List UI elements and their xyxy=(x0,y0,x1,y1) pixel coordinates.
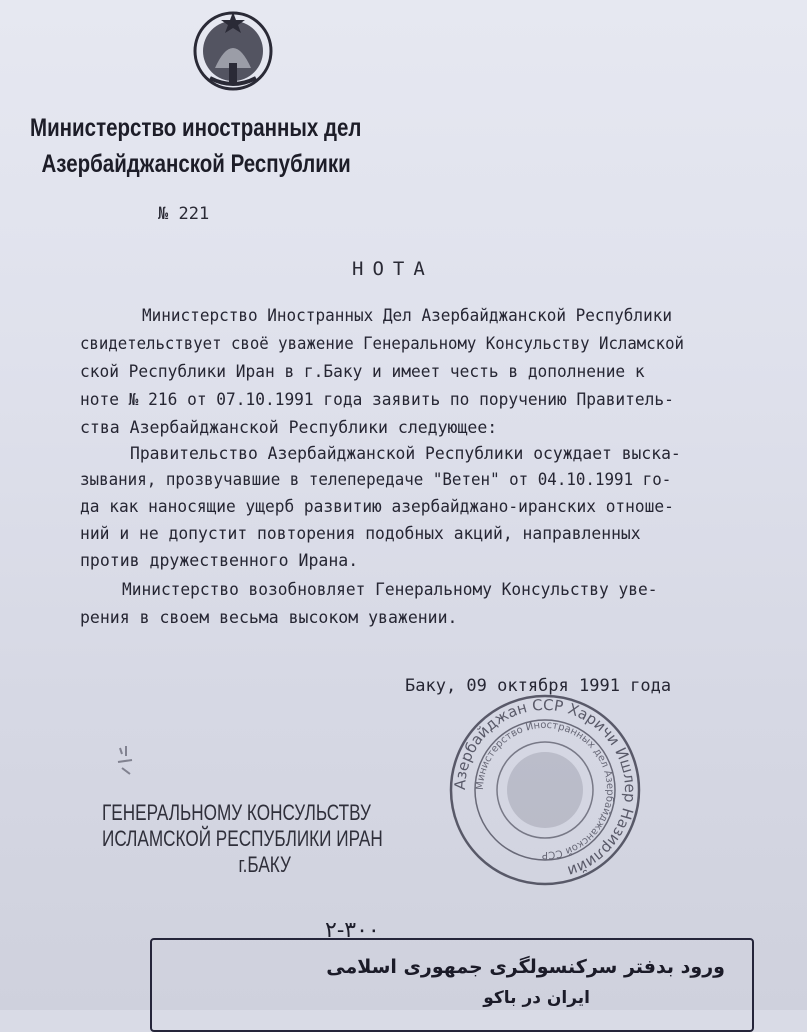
document-number: № 221 xyxy=(158,204,210,224)
body-line: ской Республики Иран в г.Баку и имеет честь в дополнение к xyxy=(80,362,645,381)
addressee-line-1: ГЕНЕРАЛЬНОМУ КОНСУЛЬСТВУ xyxy=(102,800,371,825)
body-line: да как наносящие ущерб развитию азербайджано-иранских отноше- xyxy=(80,497,674,516)
ministry-line-2: Азербайджанской Республики xyxy=(41,150,351,178)
addressee-line-3: г.БАКУ xyxy=(238,852,291,877)
official-seal-icon xyxy=(445,690,645,890)
body-line: ства Азербайджанской Республики следующее: xyxy=(80,418,498,437)
body-line: ноте № 216 от 07.10.1991 года заявить по поручению Правитель- xyxy=(80,390,674,409)
addressee-block xyxy=(102,800,383,878)
stamp-text-line-1: ورود بدفتر سرکنسولگری جمهوری اسلامی xyxy=(326,956,725,978)
body-line: Правительство Азербайджанской Республики осуждает выска- xyxy=(130,444,681,463)
ministry-header xyxy=(30,110,361,182)
seal-outer-text: Азербайджан ССР Харичи Ишлер Назирлийи xyxy=(450,695,640,881)
note-title: НОТА xyxy=(352,258,434,280)
seal-inner-text: Министерство Иностранных дел Азербайджанской ССР xyxy=(474,719,616,861)
body-line: ний и не допустит повторения подобных акций, направленных xyxy=(80,524,641,543)
body-line: Министерство возобновляет Генеральному Консульству уве- xyxy=(122,580,658,599)
body-line: свидетельствует своё уважение Генеральному Консульству Исламской xyxy=(80,334,684,353)
body-line: Министерство Иностранных Дел Азербайджанской Республики xyxy=(142,306,672,325)
registration-number: ٣٠٠-٢ xyxy=(325,918,380,943)
dateline: Баку, 09 октября 1991 года xyxy=(405,676,672,696)
body-line: рения в своем весьма высоком уважении. xyxy=(80,608,458,627)
ministry-line-1: Министерство иностранных дел xyxy=(30,114,362,142)
body-line: зывания, прозвучавшие в телепередаче "Ветен" от 04.10.1991 го- xyxy=(80,470,672,489)
pen-mark-icon xyxy=(112,740,146,780)
body-line: против дружественного Ирана. xyxy=(80,551,359,570)
stamp-text-line-2: ایران در باکو xyxy=(483,988,590,1008)
state-emblem-icon xyxy=(190,8,276,94)
registration-stamp xyxy=(150,938,754,1032)
addressee-line-2: ИСЛАМСКОЙ РЕСПУБЛИКИ ИРАН xyxy=(102,826,383,851)
